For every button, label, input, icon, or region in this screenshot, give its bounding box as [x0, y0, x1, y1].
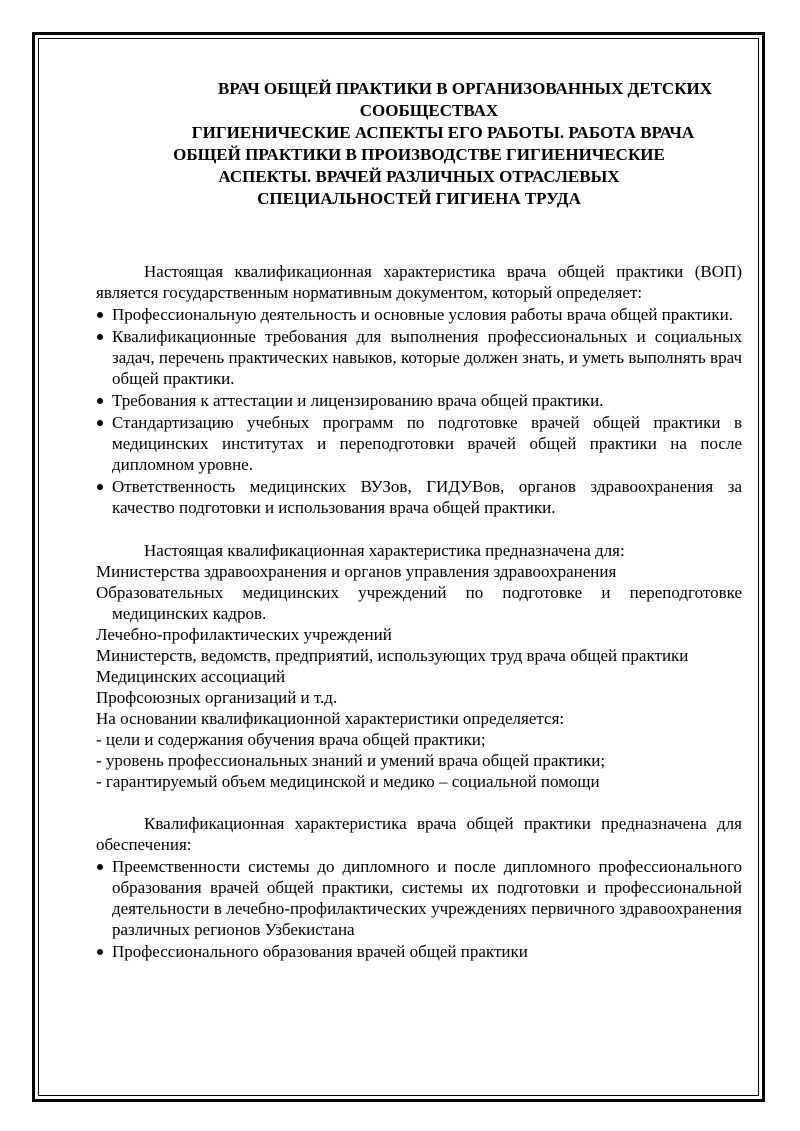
- purpose-intro: Настоящая квалификационная характеристика предназначена для:: [144, 541, 625, 560]
- list-item: Профессиональную деятельность и основные условия работы врача общей практики.: [96, 304, 742, 325]
- title-line-6: СПЕЦИАЛЬНОСТЕЙ ГИГИЕНА ТРУДА: [257, 189, 581, 208]
- bullet-icon: [97, 864, 103, 870]
- list-item: Ответственность медицинских ВУЗов, ГИДУВов, органов здравоохранения за качество подготовки и использования врача общей практики.: [96, 476, 742, 518]
- list-item: - цели и содержания обучения врача общей практики;: [96, 730, 486, 749]
- list-item: Министерств, ведомств, предприятий, использующих труд врача общей практики: [96, 646, 689, 665]
- bullet-icon: [97, 398, 103, 404]
- bullet-icon: [97, 420, 103, 426]
- list-item: Образовательных медицинских учреждений по подготовке и переподготовке медицинских кадров.: [96, 583, 742, 623]
- bullet-icon: [97, 334, 103, 340]
- title-line-4: ОБЩЕЙ ПРАКТИКИ В ПРОИЗВОДСТВЕ ГИГИЕНИЧЕСКИЕ: [173, 145, 665, 164]
- title-line-5: АСПЕКТЫ. ВРАЧЕЙ РАЗЛИЧНЫХ ОТРАСЛЕВЫХ: [218, 167, 620, 186]
- intro-paragraph: Настоящая квалификационная характеристика врача общей практики (ВОП) является государственным нормативным документом, который определяет:: [96, 262, 742, 302]
- document-body: [96, 78, 742, 963]
- document-title: [96, 78, 742, 210]
- list-item: - гарантируемый объем медицинской и медико – социальной помощи: [96, 772, 600, 791]
- list-item: Стандартизацию учебных программ по подготовке врачей общей практики в медицинских институтах и переподготовки врачей общей практики на после дипломном уровне.: [96, 412, 742, 475]
- list-item: Преемственности системы до дипломного и после дипломного профессионального образования врачей общей практики, системы их подготовки и профессиональной деятельности в лечебно-профилактических учреждениях первичного здравоохранения различных регионов Узбекистана: [96, 856, 742, 940]
- provision-list: [96, 856, 742, 962]
- list-item: Профсоюзных организаций и т.д.: [96, 688, 338, 707]
- list-item: Медицинских ассоциаций: [96, 667, 286, 686]
- list-item: Профессионального образования врачей общей практики: [96, 941, 742, 962]
- bullet-icon: [97, 949, 103, 955]
- title-line-1: ВРАЧ ОБЩЕЙ ПРАКТИКИ В ОРГАНИЗОВАННЫХ ДЕТСКИХ: [217, 79, 713, 98]
- title-line-3: ГИГИЕНИЧЕСКИЕ АСПЕКТЫ ЕГО РАБОТЫ. РАБОТА ВРАЧА: [191, 123, 695, 142]
- basis-intro: На основании квалификационной характеристики определяется:: [96, 709, 565, 728]
- purpose-list: [96, 561, 742, 708]
- basis-list: [96, 729, 742, 792]
- list-item: Требования к аттестации и лицензированию врача общей практики.: [96, 390, 742, 411]
- list-item: Квалификационные требования для выполнения профессиональных и социальных задач, перечень практических навыков, которые должен знать, и уметь выполнять врач общей практики.: [96, 326, 742, 389]
- provision-intro: Квалификационная характеристика врача общей практики предназначена для обеспечения:: [96, 814, 742, 854]
- bullet-icon: [97, 312, 103, 318]
- list-item: - уровень профессиональных знаний и умений врача общей практики;: [96, 751, 606, 770]
- determines-list: [96, 304, 742, 518]
- list-item: Лечебно-профилактических учреждений: [96, 625, 392, 644]
- list-item: Министерства здравоохранения и органов управления здравоохранения: [96, 562, 617, 581]
- title-line-2: СООБЩЕСТВАХ: [359, 101, 499, 120]
- bullet-icon: [97, 484, 103, 490]
